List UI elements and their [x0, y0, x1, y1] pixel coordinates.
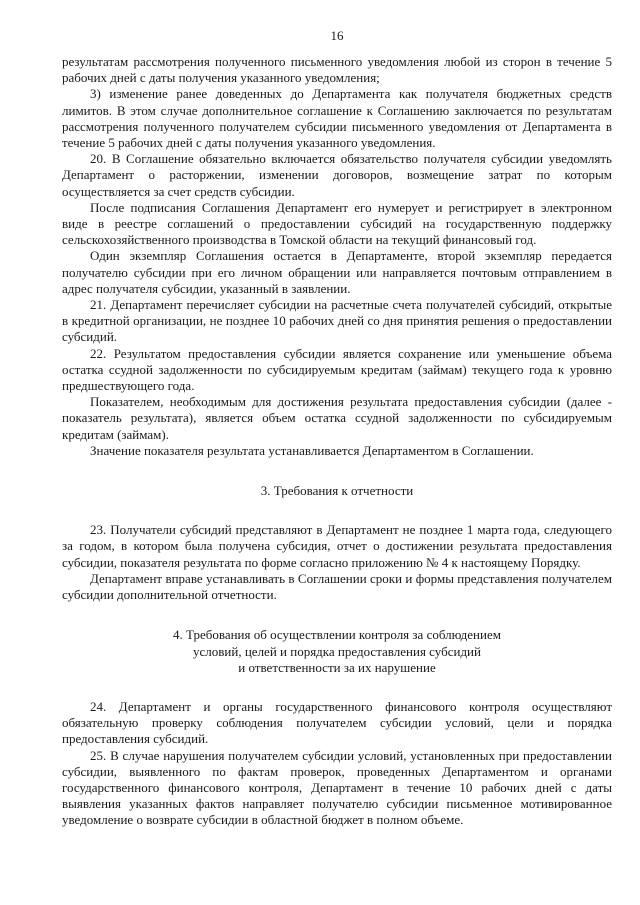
paragraph: 23. Получатели субсидий представляют в Департамент не позднее 1 марта года, следующего за годом, в котором была получена субсидия, отчет о достижении результата предоставления субсидии, показателя результата по форме согласно приложению № 4 к настоящему Порядку.: [62, 522, 612, 570]
paragraph: 3) изменение ранее доведенных до Департамента как получателя бюджетных средств лимитов. В этом случае дополнительное соглашение к Соглашению заключается по результатам рассмотрения полученного получателем субсидии письменного уведомления от Департамента в течение 5 рабочих дней с даты получения указанного уведомления.: [62, 86, 612, 151]
paragraph: 20. В Соглашение обязательно включается обязательство получателя субсидии уведомлять Департамент о расторжении, изменении договоров, возмещение затрат по которым осуществляется за счет средств субсидии.: [62, 151, 612, 199]
paragraph: 21. Департамент перечисляет субсидии на расчетные счета получателей субсидий, открытые в кредитной организации, не позднее 10 рабочих дней со дня принятия решения о предоставлении субсидий.: [62, 297, 612, 345]
paragraph: 24. Департамент и органы государственного финансового контроля осуществляют обязательную проверку соблюдения получателем субсидии условий, цели и порядка предоставления субсидий.: [62, 698, 612, 747]
paragraph: Департамент вправе устанавливать в Соглашении сроки и формы представления получателем субсидии дополнительной отчетности.: [62, 570, 612, 603]
section-spacer: [62, 603, 612, 627]
paragraph: результатам рассмотрения полученного письменного уведомления любой из сторон в течение 5 рабочих дней с даты получения указанного уведомления;: [62, 54, 612, 86]
document-body: [62, 54, 612, 829]
paragraph: Показателем, необходимым для достижения результата предоставления субсидии (далее - показатель результата), является объем остатка ссудной задолженности по субсидируемым кредитам (займам).: [62, 394, 612, 442]
page-number: 16: [330, 28, 344, 43]
paragraph: Значение показателя результата устанавливается Департаментом в Соглашении.: [90, 442, 534, 458]
paragraph: После подписания Соглашения Департамент его нумерует и регистрирует в электронном виде в реестре соглашений о предоставлении субсидий на государственную поддержку сельскохозяйственного производства в Томской области на текущий финансовый год.: [62, 199, 612, 248]
section-heading: [62, 627, 612, 676]
section-spacer: [62, 499, 612, 522]
section-heading-line: условий, целей и порядка предоставления субсидий: [193, 643, 481, 659]
section-spacer: [62, 676, 612, 699]
paragraph: 22. Результатом предоставления субсидии является сохранение или уменьшение объема остатка ссудной задолженности по субсидируемым кредитам (займам) текущего года к уровню предшествующего года.: [62, 345, 612, 394]
section-heading: [62, 483, 612, 499]
section-heading-line: и ответственности за их нарушение: [238, 659, 436, 675]
paragraph: 25. В случае нарушения получателем субсидии условий, установленных при предоставлении субсидии, выявленного по фактам проверок, проведенных Департаментом и органами государственного финансового контроля, Департамент в течение 10 рабочих дней с даты выявления указанных фактов направляет получателю субсидии письменное мотивированное уведомление о возврате субсидии в областной бюджет в полном объеме.: [62, 747, 612, 828]
paragraph: Один экземпляр Соглашения остается в Департаменте, второй экземпляр передается получателю субсидии при его личном обращении или направляется почтовым отправлением в адрес получателя субсидии, указанный в заявлении.: [62, 248, 612, 296]
section-heading-line: 4. Требования об осуществлении контроля за соблюдением: [173, 627, 501, 643]
section-spacer: [62, 459, 612, 483]
section-heading-line: 3. Требования к отчетности: [260, 483, 414, 499]
